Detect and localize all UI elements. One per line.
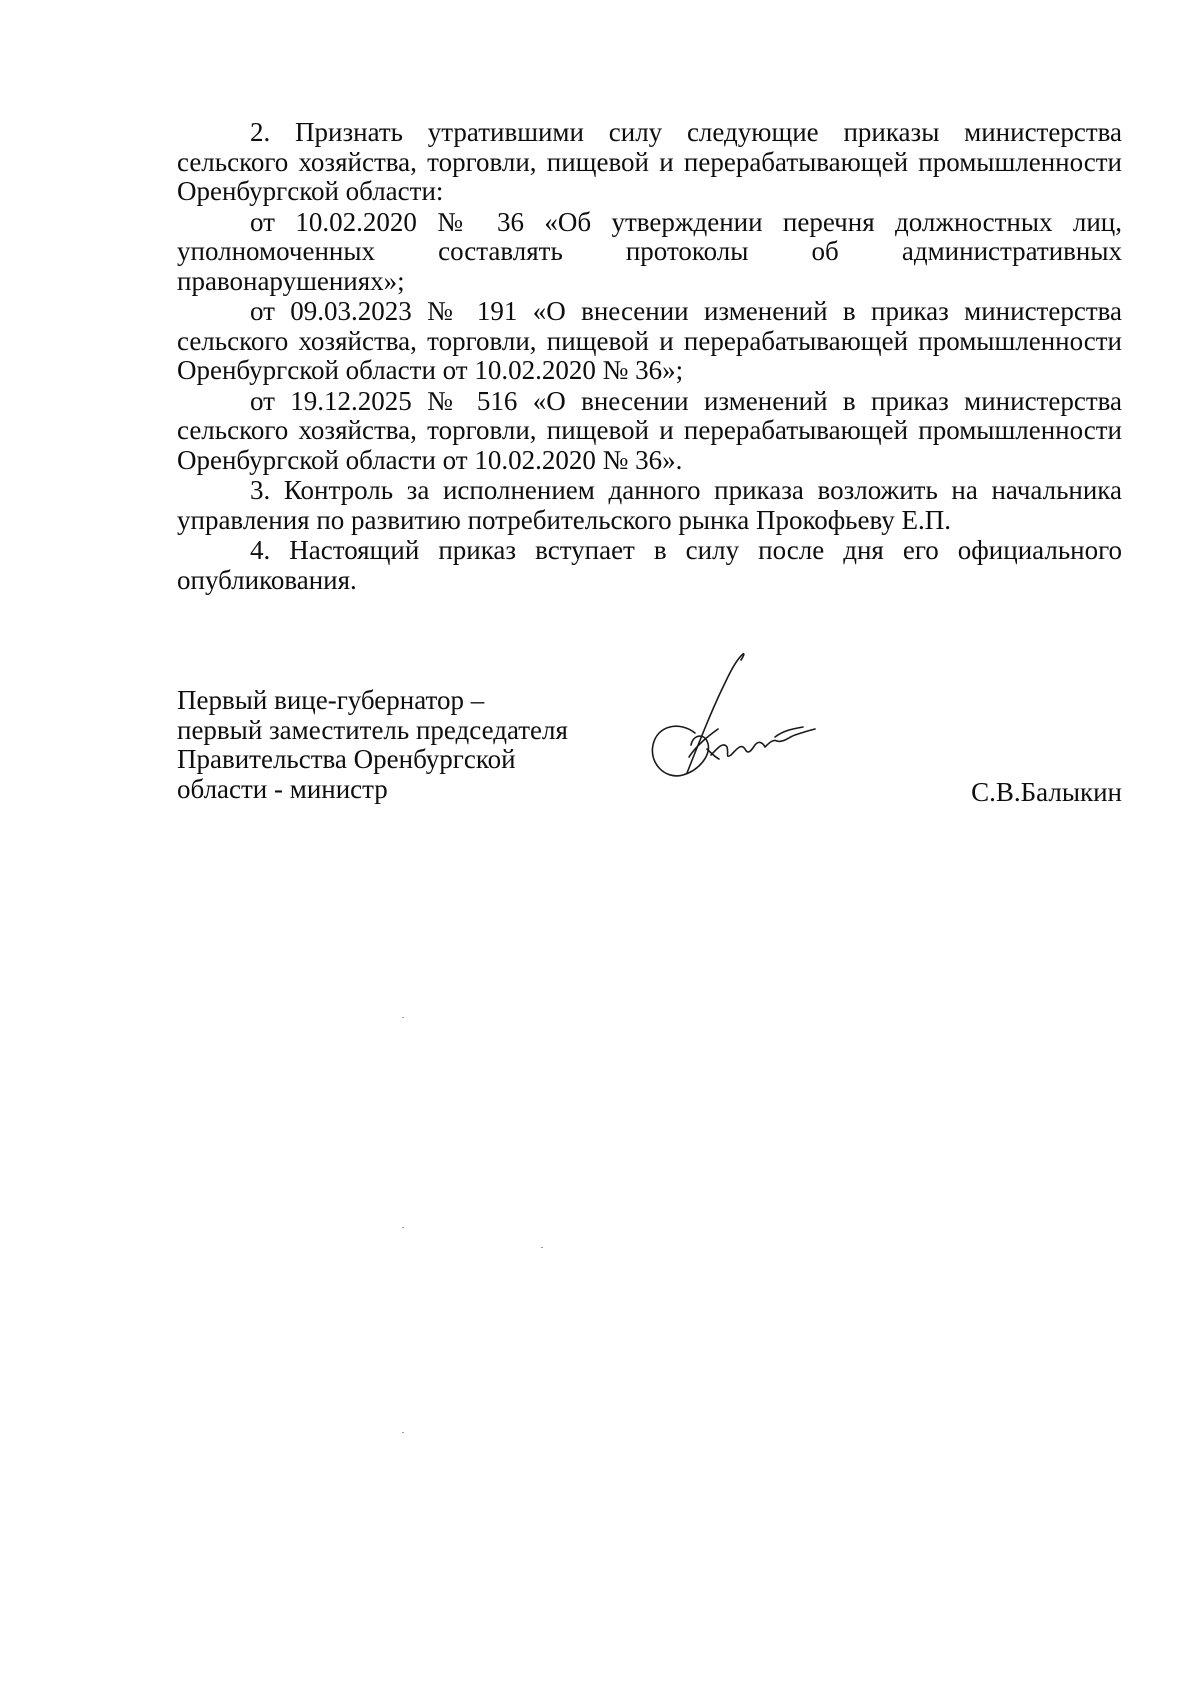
paragraph-item-2: 2. Признать утратившими силу следующие приказы министерства сельского хозяйства, торговли, пищевой и перерабатывающей промышленности Оренбургской области: [177, 117, 1122, 206]
scan-speck [402, 1227, 404, 1228]
repealed-order-2020-36: от 10.02.2020 № 36 «Об утверждении перечня должностных лиц, уполномоченных составлять протоколы об административных правонарушениях»; [177, 206, 1122, 296]
paragraph-item-3: 3. Контроль за исполнением данного приказа возложить на начальника управления по развитию потребительского рынка Прокофьеву Е.П. [177, 475, 1122, 535]
signatory-title-line: области - министр [177, 773, 388, 804]
repealed-order-2025-516: от 19.12.2025 № 516 «О внесении изменений в приказ министерства сельского хозяйства, торговли, пищевой и перерабатывающей промышленности Оренбургской области от 10.02.2020 № 36». [177, 385, 1122, 475]
signer-name: С.В.Балыкин [971, 777, 1122, 807]
repealed-order-2023-191: от 09.03.2023 № 191 «О внесении изменений в приказ министерства сельского хозяйства, торговли, пищевой и перерабатывающей промышленности Оренбургской области от 10.02.2020 № 36»; [177, 296, 1122, 385]
scan-speck [402, 1432, 404, 1433]
document-body [177, 118, 1122, 595]
handwritten-signature [645, 645, 830, 790]
signatory-title-line: Первый вице-губернатор – [177, 685, 485, 715]
paragraph-item-4: 4. Настоящий приказ вступает в силу после дня его официального опубликования. [177, 535, 1122, 595]
scan-speck [402, 1017, 404, 1018]
signatory-title-line: первый заместитель председателя [177, 714, 568, 745]
signatory-title [177, 686, 617, 804]
signatory-title-line: Правительства Оренбургской [177, 744, 516, 774]
scan-speck [541, 1247, 543, 1248]
